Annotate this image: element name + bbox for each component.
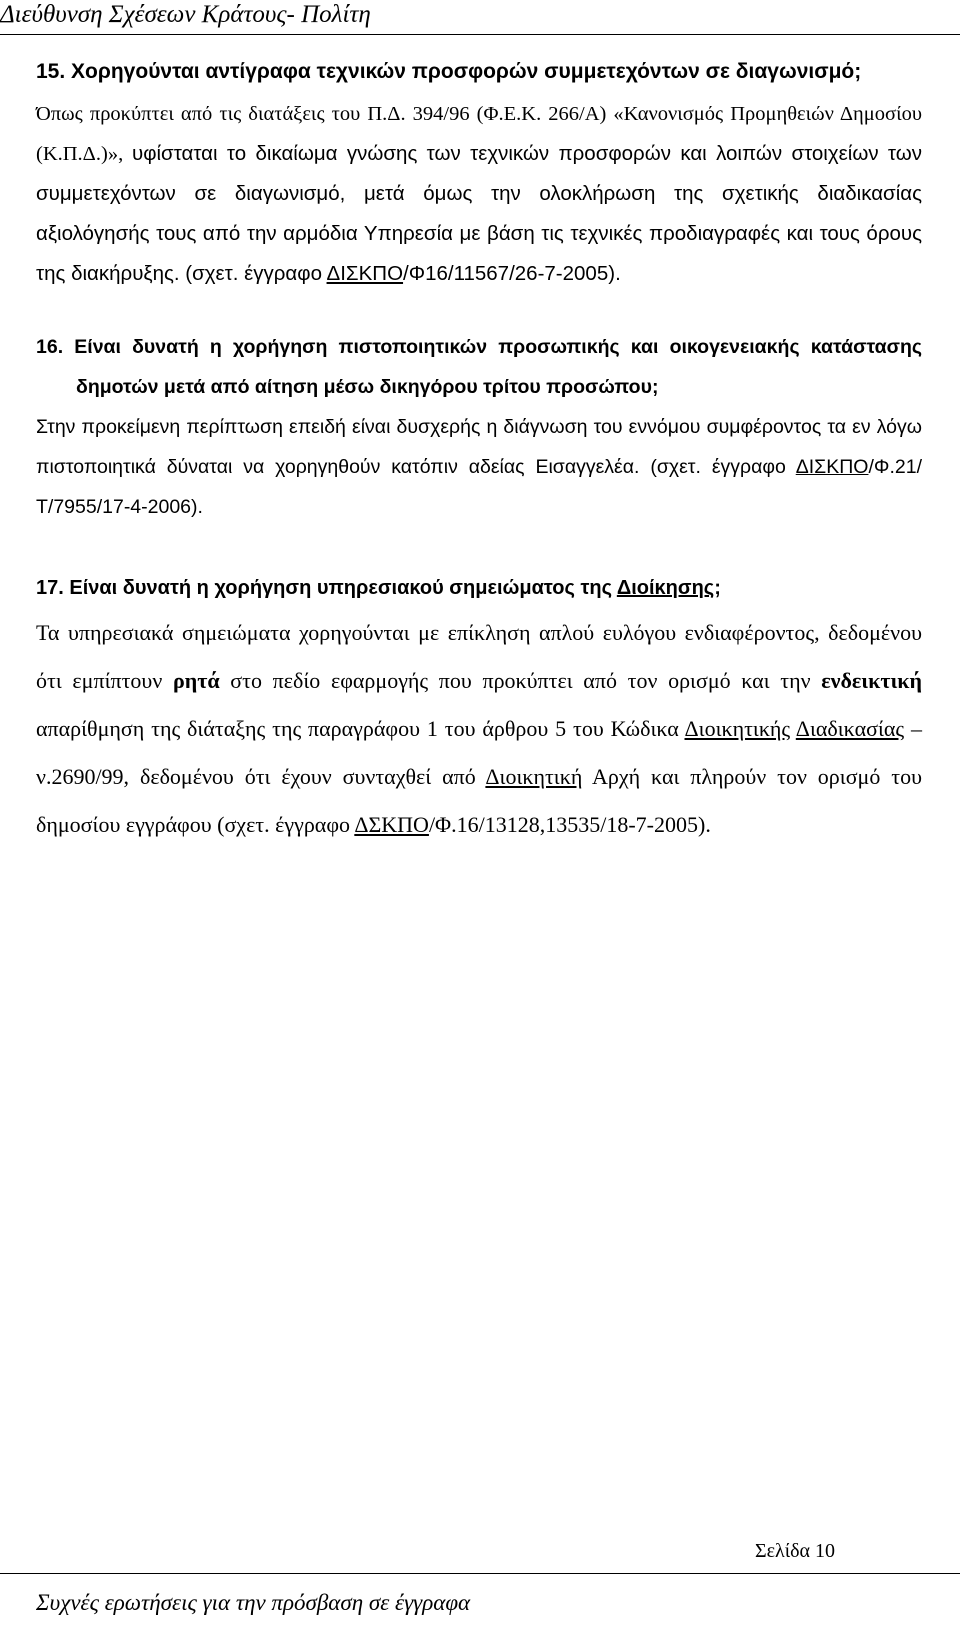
q17-text-2: στο πεδίο εφαρμογής που προκύπτει από τον ορισμό και την <box>219 668 822 693</box>
question-16-answer <box>36 407 922 527</box>
q17-bold-word-2: ενδεικτική <box>821 668 923 693</box>
q17-text-6: /Φ.16/13128,13535/18-7-2005). <box>428 812 711 837</box>
question-15-answer <box>36 94 922 294</box>
q15-text-3: /Φ16/11567/26-7-2005). <box>403 262 621 285</box>
page-header <box>0 0 960 44</box>
question-15-title: 15. Χορηγούνται αντίγραφα τεχνικών προσφορών συμμετεχόντων σε διαγωνισμό; <box>36 60 862 83</box>
page-number: Σελίδα 10 <box>755 1540 836 1562</box>
question-17-answer <box>36 609 922 849</box>
q17-title-suffix: ; <box>714 577 721 599</box>
q17-reference-code: ΔΣΚΠΟ <box>354 812 429 837</box>
document-body <box>36 58 922 849</box>
question-17 <box>36 571 922 849</box>
q16-text-2: /Φ.21/Τ/7955/17-4-2006). <box>36 456 922 518</box>
footer-divider <box>0 1573 960 1574</box>
q17-text-1: Τα υπηρεσιακά σημειώματα χορηγούνται με επίκληση απλού ευλόγου ενδιαφέροντος, δεδομένου ότι εμπίπτουν <box>36 620 922 693</box>
q16-text-1: Στην προκείμενη περίπτωση επειδή είναι δυσχερής η διάγνωση του εννόμου συμφέροντος τα εν λόγω πιστοποιητικά δύναται να χορηγηθούν κατόπιν αδείας Εισαγγελέα. (σχετ. έγγραφο <box>36 416 922 478</box>
q17-underlined-word-2: Διαδικασίας <box>795 716 905 741</box>
header-title: Διεύθυνση Σχέσεων Κράτους- Πολίτη <box>0 1 371 28</box>
q17-title-underlined: Διοίκησης <box>616 577 715 599</box>
q17-underlined-word-1: Διοικητικής <box>684 716 791 741</box>
q15-text-1: Όπως προκύπτει από τις διατάξεις του Π.Δ. 394/96 (Φ.Ε.Κ. 266/Α) «Κανονισμός Προμηθειών Δημοσίου (Κ.Π.Δ.)», <box>36 103 922 165</box>
question-15 <box>36 58 922 294</box>
q16-reference-code: ΔΙΣΚΠΟ <box>795 456 869 478</box>
question-16-title: 16. Είναι δυνατή η χορήγηση πιστοποιητικών προσωπικής και οικογενειακής κατάστασης δημοτών μετά από αίτηση μέσω δικηγόρου τρίτου προσώπου; <box>36 336 922 398</box>
q15-text-2: υφίσταται το δικαίωμα γνώσης των τεχνικών προσφορών και λοιπών στοιχείων των συμμετεχόντων σε διαγωνισμό, μετά όμως την ολοκλήρωση της σχετικής διαδικασίας αξιολόγησής τους από την αρμόδια Υπηρεσία με βάση τις τεχνικές προδιαγραφές και τους όρους της διακήρυξης. (σχετ. έγγραφο <box>36 142 922 285</box>
q15-reference-code: ΔΙΣΚΠΟ <box>326 262 404 285</box>
q17-title-prefix: 17. Είναι δυνατή η χορήγηση υπηρεσιακού σημειώματος της <box>36 577 617 599</box>
question-17-title <box>36 571 922 605</box>
header-divider <box>0 34 960 35</box>
q17-text-3: απαρίθμηση της διάταξης της παραγράφου 1 του άρθρου 5 του Κώδικα <box>36 716 685 741</box>
q17-text-4: – ν.2690/99, δεδομένου ότι έχουν συνταχθεί από <box>36 716 922 789</box>
footer-title: Συχνές ερωτήσεις για την πρόσβαση σε έγγραφα <box>36 1590 471 1615</box>
question-16 <box>36 327 922 527</box>
q17-text-5: Αρχή και πληρούν τον ορισμό του δημοσίου εγγράφου (σχετ. έγγραφο <box>36 764 922 837</box>
q17-bold-word-1: ρητά <box>172 668 220 693</box>
q17-underlined-word-3: Διοικητική <box>485 764 583 789</box>
